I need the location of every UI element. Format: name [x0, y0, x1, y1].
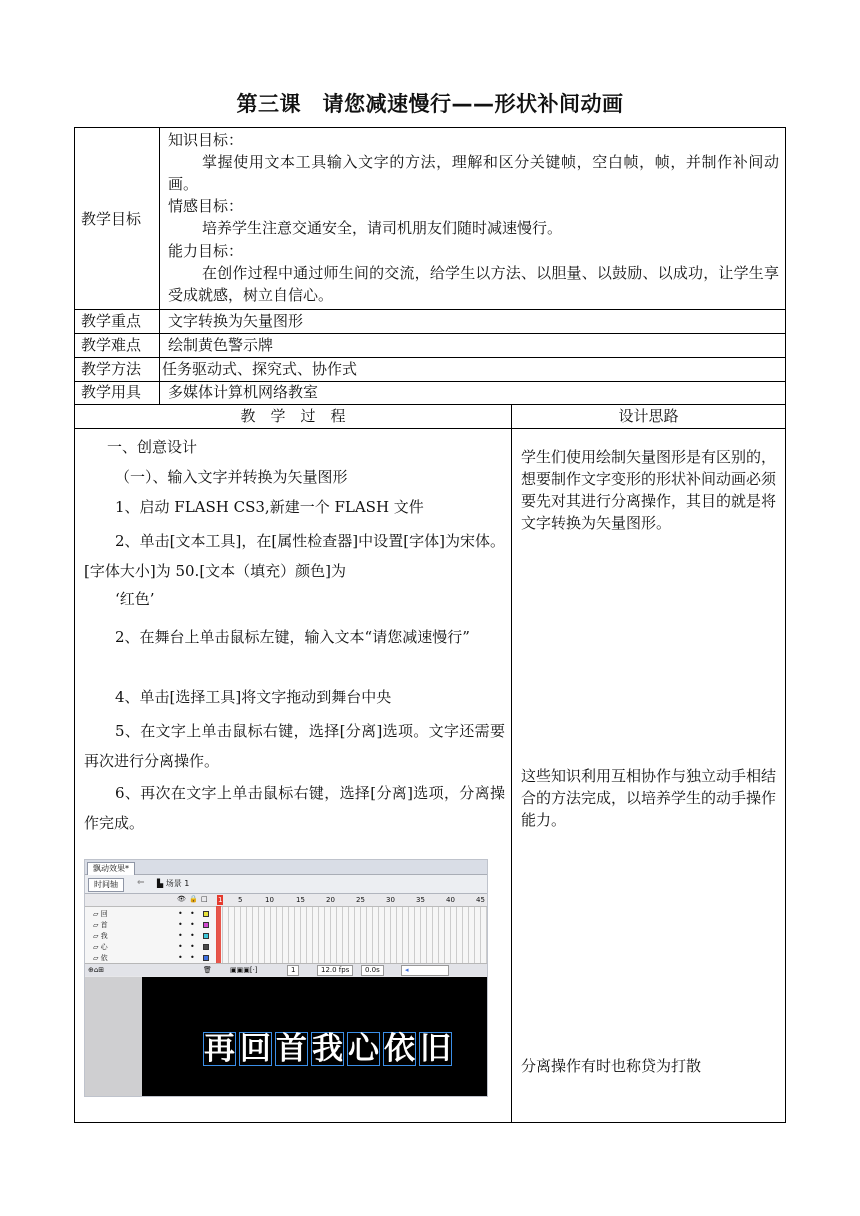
key-point-value: 文字转换为矢量图形 [168, 312, 304, 330]
process-step-3: 2、在舞台上单击鼠标左键，输入文本“请您减速慢行” [115, 628, 470, 646]
frame-number: 10 [265, 896, 274, 904]
document-tabbar [85, 860, 487, 875]
difficulty-value: 绘制黄色警示牌 [168, 336, 274, 354]
layer-color-swatch [203, 944, 209, 950]
emotion-heading: 情感目标： [168, 197, 244, 215]
process-step-2-color: ‘红色’ [115, 590, 155, 608]
design-header: 设计思路 [618, 407, 679, 425]
process-step-2: 2、单击[文本工具]，在[属性检查器]中设置[字体]为宋体。[字体大小]为 50.[文本（填充）颜色]为 [84, 532, 505, 580]
process-step-6: 6、再次在文字上单击鼠标右键，选择[分离]选项，分离操作完成。 [84, 784, 505, 832]
frame-number: 1 [218, 896, 223, 904]
process-subsection: （一）、输入文字并转换为矢量图形 [115, 468, 348, 486]
pasteboard [85, 977, 142, 1096]
timeline-button: 时间轴 [88, 878, 124, 892]
frame-number: 30 [386, 896, 395, 904]
objectives-label: 教学目标 [81, 210, 142, 228]
elapsed-time: 0.0s [361, 965, 384, 976]
layer-row: ▱ 回 • • [85, 909, 216, 919]
process-header: 教 学 过 程 [240, 407, 346, 425]
layer-row: ▱ 首 • • [85, 920, 216, 930]
ability-text: 在创作过程中通过师生间的交流，给学生以方法、以胆量、以鼓励、以成功，让学生享受成就感，树立自信心。 [168, 264, 779, 304]
frame-grid [216, 907, 487, 964]
layer-row: ▱ 我 • • [85, 931, 216, 941]
key-point-label: 教学重点 [81, 312, 142, 330]
lesson-table [74, 127, 786, 1123]
layer-icon: ▱ [93, 910, 99, 918]
design-note-1: 学生们使用绘制矢量图形是有区别的，想要制作文字变形的形状补间动画必须要先对其进行分离操作，其目的就是将文字转换为矢量图形。 [521, 448, 777, 532]
back-arrow-icon: ⇐ [137, 878, 145, 888]
design-note-2: 这些知识利用互相协作与独立动手相结合的方法完成，以培养学生的动手操作能力。 [521, 767, 777, 829]
edit-bar [85, 875, 487, 894]
frame-number: 5 [238, 896, 243, 904]
current-frame: 1 [287, 965, 299, 976]
timeline-panel [85, 894, 487, 976]
frame-number: 20 [326, 896, 335, 904]
lock-icon: 🔒 [189, 895, 198, 903]
layer-row: ▱ 心 • • [85, 942, 216, 952]
tools-label: 教学用具 [81, 383, 142, 401]
scene-name: 场景 1 [165, 879, 190, 888]
timeline-header [85, 894, 487, 907]
outline-icon: □ [201, 895, 208, 903]
ability-heading: 能力目标： [168, 242, 244, 260]
frame-number: 25 [356, 896, 365, 904]
flash-screenshot [84, 859, 488, 1097]
method-label: 教学方法 [81, 360, 142, 378]
layer-icon: ▱ [93, 921, 99, 929]
layer-name: ▱ 心 [93, 943, 108, 951]
frame-rate: 12.0 fps [317, 965, 353, 976]
scene-label [157, 878, 189, 890]
page-title: 第三课 请您减速慢行——形状补间动画 [236, 92, 624, 116]
method-value: 任务驱动式、探究式、协作式 [162, 360, 358, 378]
layer-tools-icon: ⊕⌂⊞ [88, 966, 105, 974]
clapper-icon: ▙ [157, 879, 166, 888]
process-step-1: 1、启动 FLASH CS3,新建一个 FLASH 文件 [115, 498, 424, 516]
process-section: 一、创意设计 [107, 438, 198, 456]
eye-icon: 👁 [177, 895, 186, 903]
frame-number: 15 [296, 896, 305, 904]
frame-number: 35 [416, 896, 425, 904]
frame-number: 45 [476, 896, 485, 904]
layer-icon: ▱ [93, 932, 99, 940]
process-step-5: 5、在文字上单击鼠标右键，选择[分离]选项。文字还需要再次进行分离操作。 [84, 722, 505, 770]
process-step-4: 4、单击[选择工具]将文字拖动到舞台中央 [115, 688, 392, 706]
emotion-text: 培养学生注意交通安全，请司机朋友们随时减速慢行。 [202, 219, 563, 237]
stage [142, 977, 487, 1096]
document-tab: 飘动效果* [87, 862, 135, 875]
knowledge-heading: 知识目标： [168, 131, 244, 149]
layer-color-swatch [203, 911, 209, 917]
layer-name: ▱ 首 [93, 921, 108, 929]
layer-color-swatch [203, 955, 209, 961]
layer-color-swatch [203, 933, 209, 939]
timeline-scrollbar: ◂ [401, 965, 449, 976]
layer-name: ▱ 回 [93, 910, 108, 918]
layer-color-swatch [203, 922, 209, 928]
layer-icon: ▱ [93, 943, 99, 951]
trash-icon: 🗑 [203, 966, 212, 974]
frame-number: 40 [446, 896, 455, 904]
layer-icon: ▱ [93, 954, 99, 962]
layer-row: ▱ 依 • • [85, 953, 216, 963]
timeline-status-bar [85, 963, 487, 976]
design-note-3: 分离操作有时也称贷为打散 [521, 1057, 702, 1075]
difficulty-label: 教学难点 [81, 336, 142, 354]
onion-skin-icon: ▣▣▣[·] [230, 966, 258, 974]
layer-name: ▱ 我 [93, 932, 108, 940]
tools-value: 多媒体计算机网络教室 [168, 383, 319, 401]
layer-name: ▱ 依 [93, 954, 108, 962]
stage-text: 再回首我心依旧 [204, 1031, 456, 1067]
knowledge-text: 掌握使用文本工具输入文字的方法，理解和区分关键帧，空白帧，帧，并制作补间动画。 [168, 153, 779, 193]
